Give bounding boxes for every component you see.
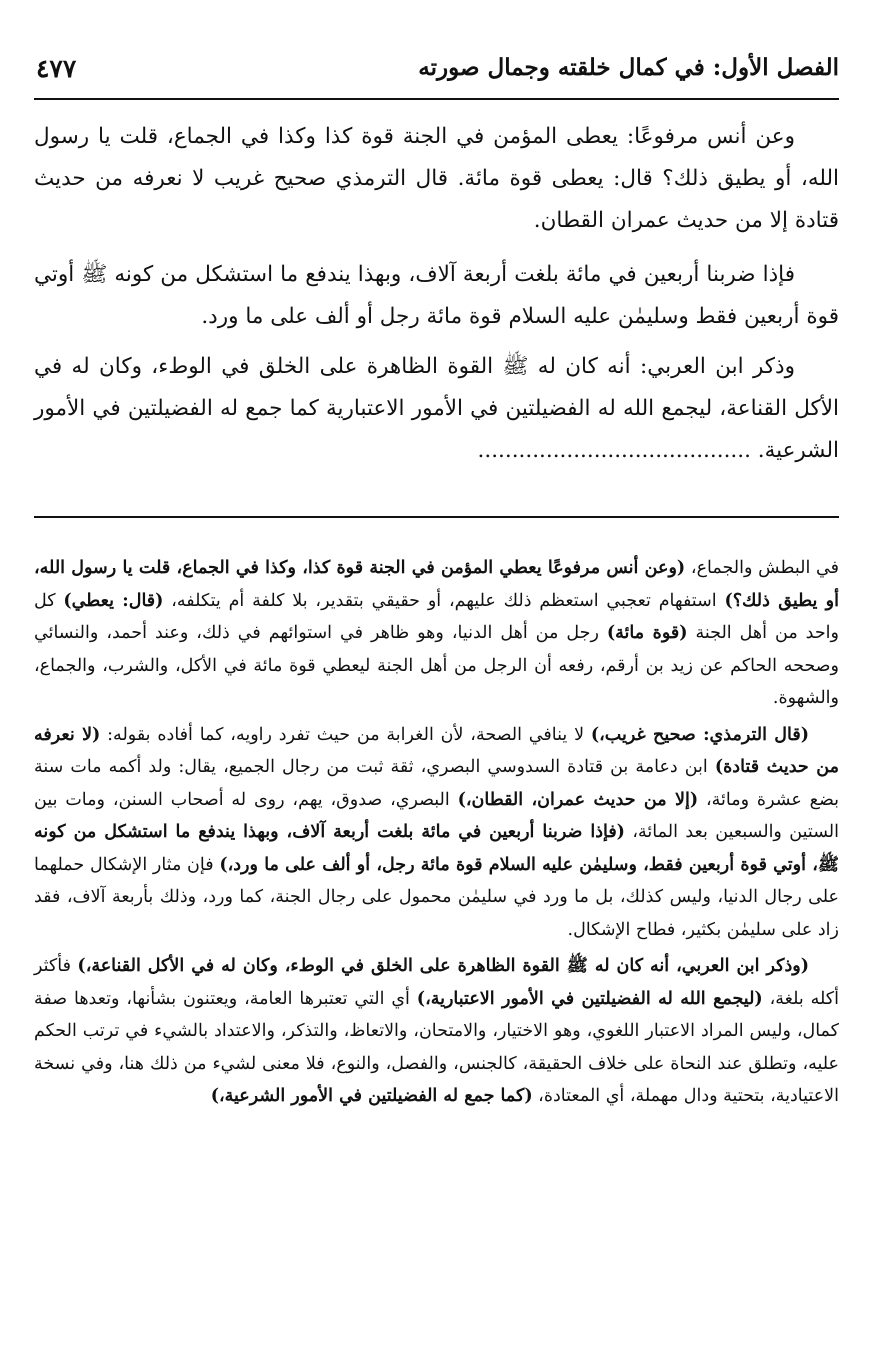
page-number: ٤٧٧ xyxy=(36,54,77,83)
quoted-matn-text: (قوة مائة) xyxy=(606,623,688,643)
main-text xyxy=(34,116,839,480)
commentary-text: أي التي تعتبرها العامة، ويعتنون بشأنها، وتعدها صفة كمال، وليس المراد الاعتبار اللغوي، وهو الاختيار، والامتحان، والاتعاظ، والتذكر، والاعتداد بالشيء في ترتب الحكم عليه، وتطلق عند النحاة على خلاف الحقيقة، كالجنس، والفصل، والنوع، فلا معنى لشيء من ذلك هنا، وفي نسخة الاعتيادية، بتحتية ودال مهملة، أي المعتادة، xyxy=(34,988,839,1106)
main-text-sentence: وذكر ابن العربي: أنه كان له ﷺ القوة الظاهرة على الخلق في الوطء، وكان له في الأكل القناعة، ليجمع الله له الفضيلتين في الأمور الاعتبارية كما جمع له الفضيلتين في الأمور الشرعية. xyxy=(34,354,839,463)
main-text-paragraph xyxy=(34,346,839,472)
page-header xyxy=(34,48,839,100)
quoted-matn-text: (فإذا ضربنا أربعين في مائة بلغت أربعة آلاف، وبهذا يندفع ما استشكل من كونه ﷺ، أوتي قوة أربعين فقط، وسليمٰن عليه السلام قوة مائة رجل، أو ألف على ما ورد،) xyxy=(34,822,839,875)
separator-line xyxy=(34,516,839,518)
quoted-matn-text: (ليجمع الله له الفضيلتين في الأمور الاعتبارية،) xyxy=(416,988,763,1009)
commentary-text: لا ينافي الصحة، لأن الغرابة من حيث تفرد راويه، كما أفاده بقوله: xyxy=(100,724,591,745)
commentary-text: فإن مثار الإشكال حملهما على رجال الدنيا، وليس كذلك، بل ما ورد في سليمٰن محمول على رجال الجنة، كما ورد، وذلك بأربعة آلاف، فقد زاد على سليمٰن بكثير، فطاح الإشكال. xyxy=(34,854,839,940)
commentary-text: استفهام تعجبي استعظم ذلك عليهم، أو حقيقي بتقدير، بلا كلفة أم يتكلفه، xyxy=(163,590,725,611)
commentary-text: البصري، صدوق، يهم، روى له أصحاب السنن، ومات بين الستين والسبعين بعد المائة، xyxy=(34,789,839,842)
commentary-text: في البطش والجماع، xyxy=(685,558,840,578)
main-text-paragraph: وعن أنس مرفوعًا: يعطى المؤمن في الجنة قوة كذا وكذا في الجماع، قلت يا رسول الله، أو يطيق ذلك؟ قال: يعطى قوة مائة. قال الترمذي صحيح غريب لا نعرفه من حديث قتادة إلا من حديث عمران القطان. xyxy=(34,124,839,233)
quoted-matn-text: (وذكر ابن العربي، أنه كان له ﷺ القوة الظاهرة على الخلق في الوطء، وكان له في الأكل القناعة،) xyxy=(77,956,809,976)
commentary-paragraph xyxy=(34,950,839,1113)
quoted-matn-text: (قال الترمذي: صحيح غريب،) xyxy=(590,724,809,745)
main-text-paragraph: فإذا ضربنا أربعين في مائة بلغت أربعة آلاف، وبهذا يندفع ما استشكل من كونه ﷺ أوتي قوة أربعين فقط وسليمٰن عليه السلام قوة مائة رجل أو ألف على ما ورد. xyxy=(34,262,839,329)
quoted-matn-text: (إلا من حديث عمران، القطان،) xyxy=(457,789,699,810)
running-title: الفصل الأول: في كمال خلقته وجمال صورته xyxy=(418,54,839,81)
commentary-text: رجل من أهل الدنيا، وهو ظاهر في استوائهم في ذلك، وعند أحمد، والنسائي وصححه الحاكم عن زيد بن أرقم، رفعه أن الرجل من أهل الجنة ليعطي قوة مائة في الأكل، والشرب، والجماع، والشهوة. xyxy=(34,623,839,708)
commentary xyxy=(34,552,839,1117)
commentary-text: ابن دعامة بن قتادة السدوسي البصري، ثقة ثبت من رجال الجميع، يقال: ولد أكمه مات سنة بضع عشرة ومائة، xyxy=(34,757,839,810)
commentary-text: كل واحد من أهل الجنة xyxy=(34,590,839,643)
quoted-matn-text: (قال: يعطي) xyxy=(63,590,164,611)
quoted-matn-text: (لا نعرفه من حديث قتادة) xyxy=(34,724,839,777)
commentary-paragraph xyxy=(34,719,839,947)
commentary-paragraph xyxy=(34,552,839,715)
quoted-matn-text: (كما جمع له الفضيلتين في الأمور الشرعية،) xyxy=(210,1086,533,1106)
dotted-leader: ........................................ xyxy=(477,438,751,463)
commentary-text: فأكثر أكله بلغة، xyxy=(34,956,839,1009)
quoted-matn-text: (وعن أنس مرفوعًا يعطي المؤمن في الجنة قوة كذا، وكذا في الجماع، قلت يا رسول الله، أو يطيق ذلك؟) xyxy=(34,558,839,611)
